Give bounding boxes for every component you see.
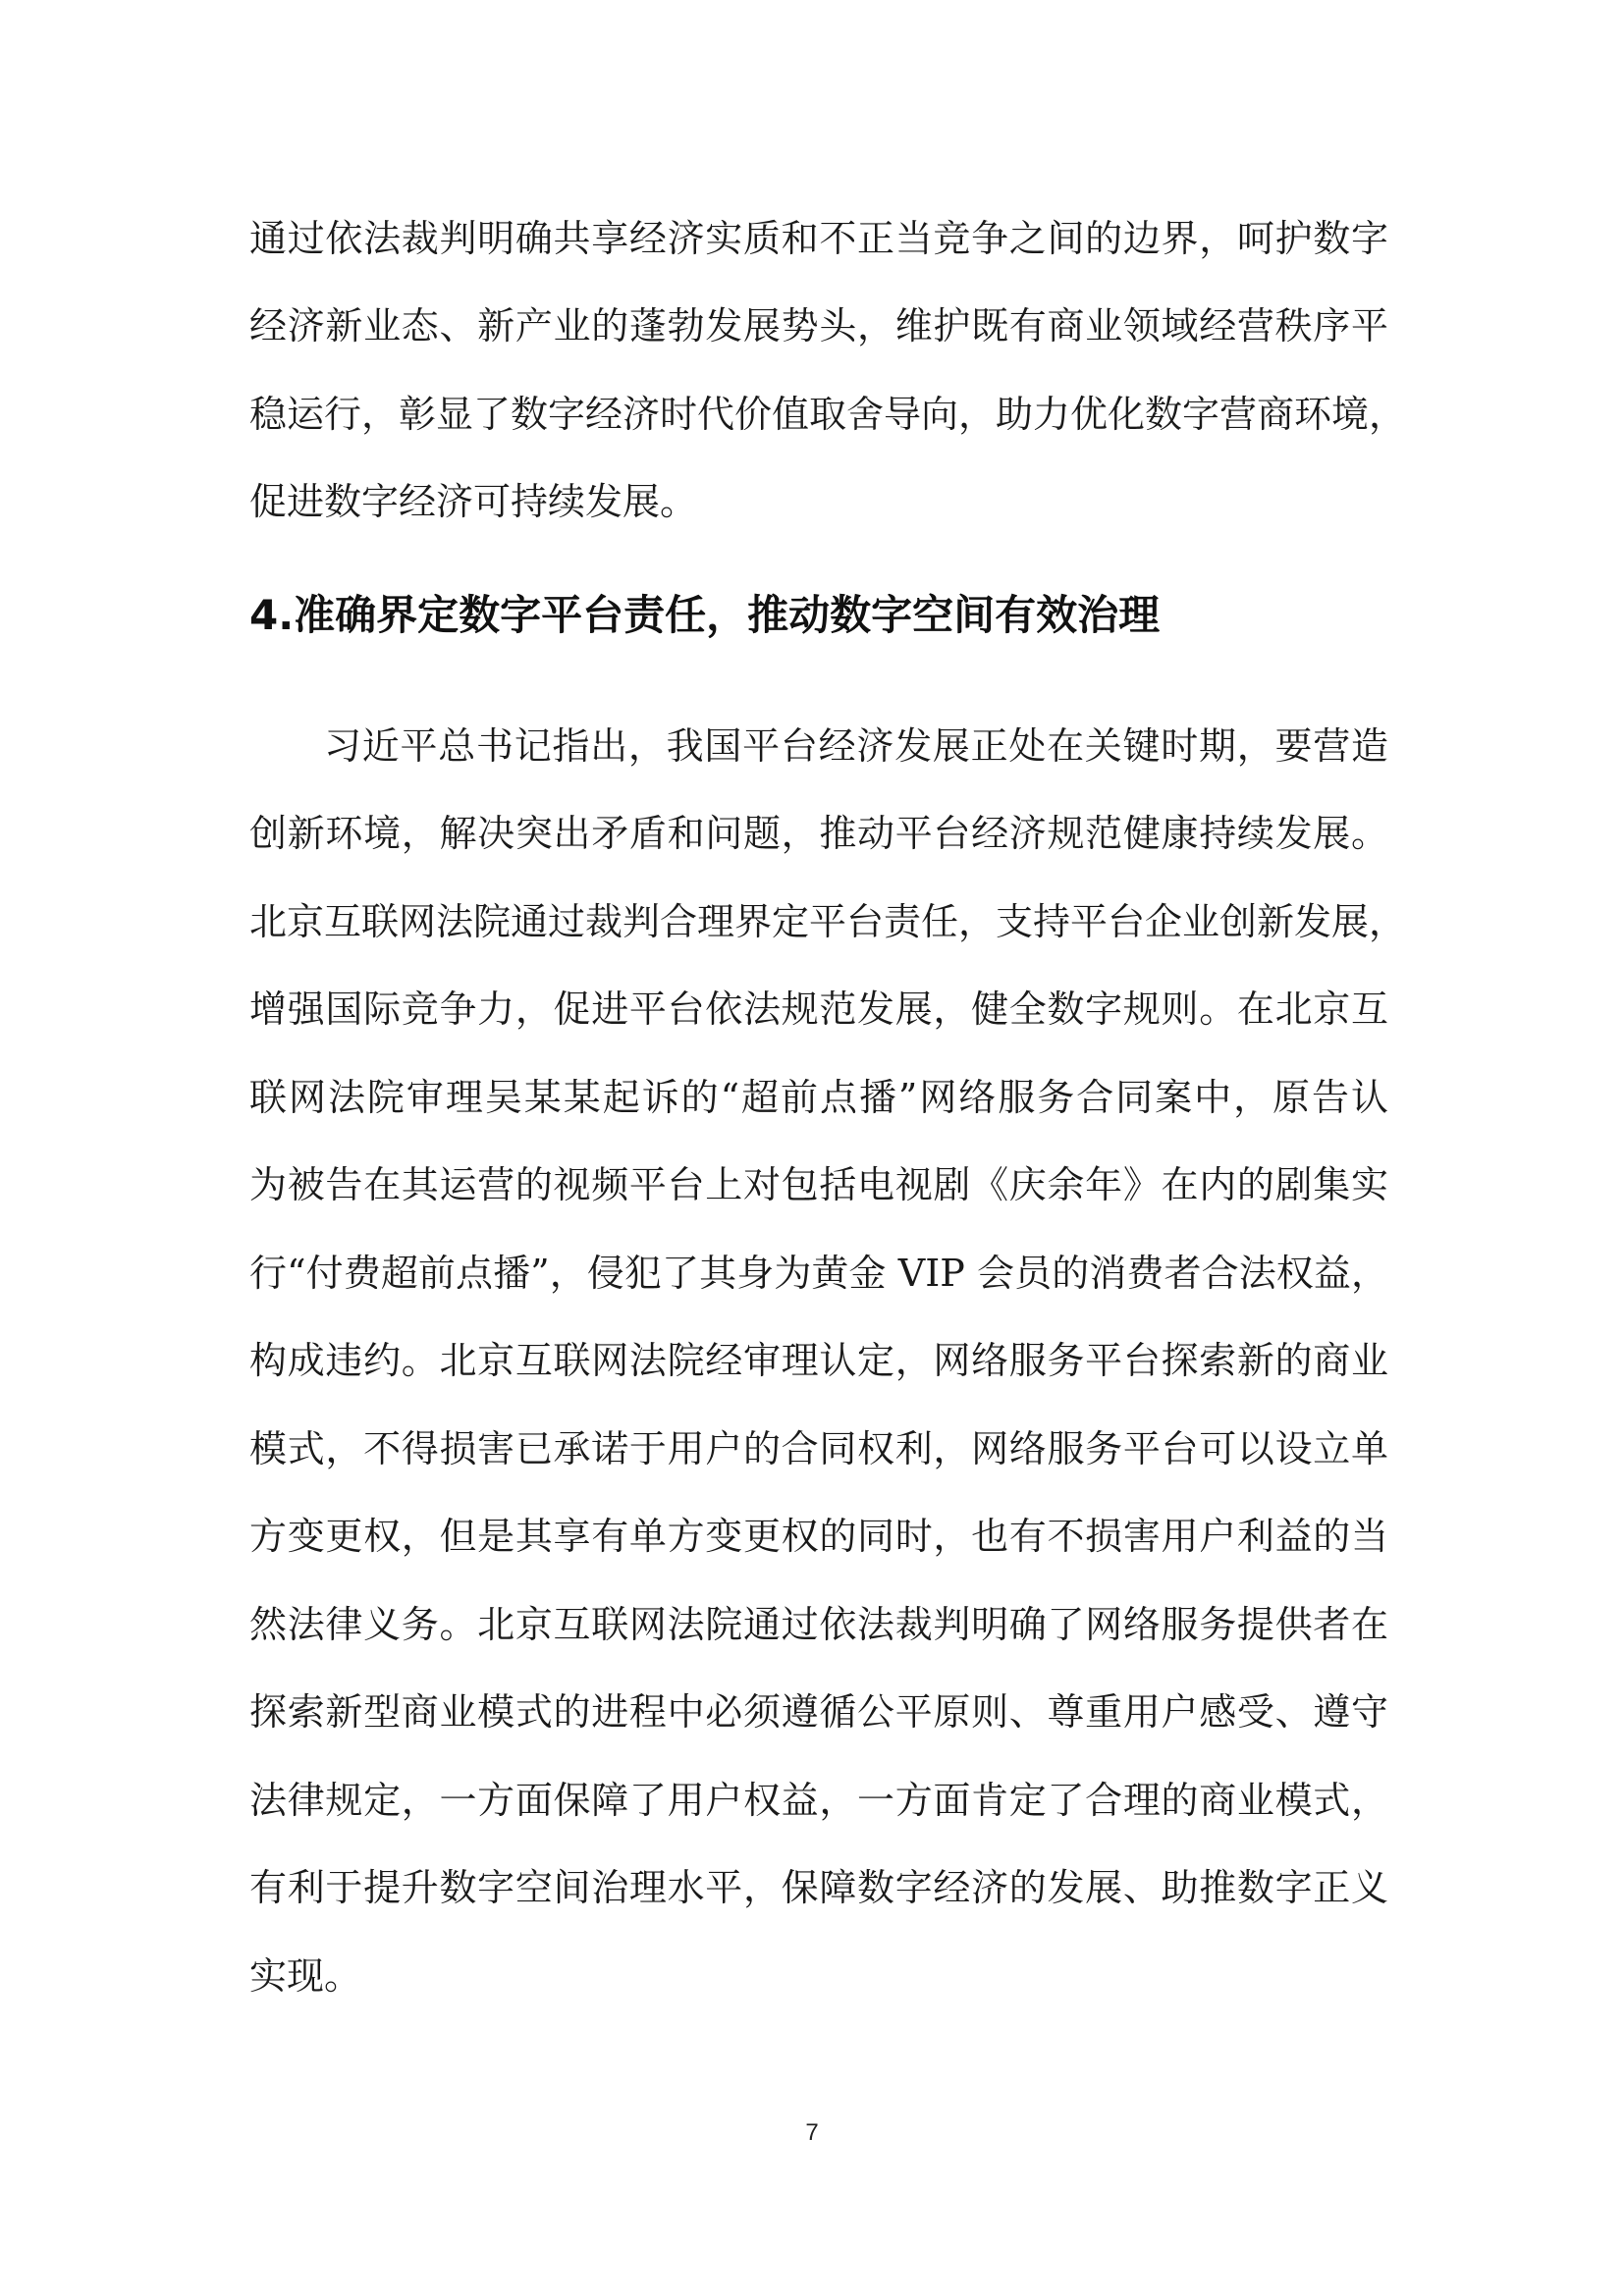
paragraph-line: 构成违约。北京互联网法院经审理认定，网络服务平台探索新的商业 xyxy=(249,1339,1388,1382)
paragraph-line: 习近平总书记指出，我国平台经济发展正处在关键时期，要营造 xyxy=(324,724,1388,768)
paragraph-line: 有利于提升数字空间治理水平，保障数字经济的发展、助推数字正义 xyxy=(249,1866,1388,1909)
paragraph-line: 北京互联网法院通过裁判合理界定平台责任，支持平台企业创新发展， xyxy=(249,900,1407,943)
paragraph-line: 创新环境，解决突出矛盾和问题，推动平台经济规范健康持续发展。 xyxy=(249,812,1388,855)
paragraph-line: 实现。 xyxy=(249,1954,362,1998)
paragraph-line: 经济新业态、新产业的蓬勃发展势头，维护既有商业领域经营秩序平 xyxy=(249,304,1388,347)
section-heading: 4.准确界定数字平台责任，推动数字空间有效治理 xyxy=(249,591,1161,639)
paragraph-line: 为被告在其运营的视频平台上对包括电视剧《庆余年》在内的剧集实 xyxy=(249,1163,1388,1206)
paragraph-line: 联网法院审理吴某某起诉的“超前点播”网络服务合同案中，原告认 xyxy=(249,1076,1388,1119)
paragraph-line: 稳运行，彰显了数字经济时代价值取舍导向，助力优化数字营商环境， xyxy=(249,393,1407,436)
paragraph-line: 通过依法裁判明确共享经济实质和不正当竞争之间的边界，呵护数字 xyxy=(249,217,1388,260)
page-number: 7 xyxy=(805,2119,819,2146)
paragraph-line: 模式，不得损害已承诺于用户的合同权利，网络服务平台可以设立单 xyxy=(249,1427,1388,1470)
paragraph-line: 行“付费超前点播”，侵犯了其身为黄金 VIP 会员的消费者合法权益， xyxy=(249,1252,1388,1295)
paragraph-line: 增强国际竞争力，促进平台依法规范发展，健全数字规则。在北京互 xyxy=(249,988,1388,1031)
paragraph-line: 探索新型商业模式的进程中必须遵循公平原则、尊重用户感受、遵守 xyxy=(249,1690,1388,1734)
paragraph-line: 促进数字经济可持续发展。 xyxy=(249,480,698,523)
paragraph-line: 法律规定，一方面保障了用户权益，一方面肯定了合理的商业模式， xyxy=(249,1779,1388,1822)
paragraph-line: 方变更权，但是其享有单方变更权的同时，也有不损害用户利益的当 xyxy=(249,1515,1388,1558)
paragraph-line: 然法律义务。北京互联网法院通过依法裁判明确了网络服务提供者在 xyxy=(249,1603,1388,1646)
